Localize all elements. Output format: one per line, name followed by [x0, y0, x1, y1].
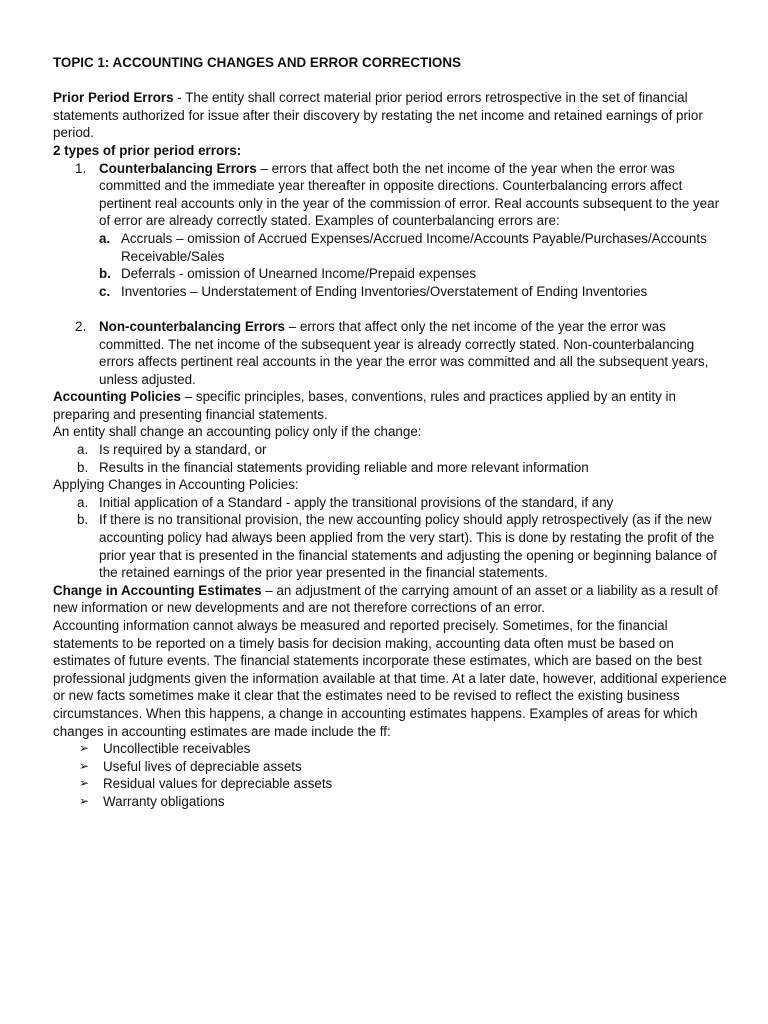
estimate-example-text: Residual values for depreciable assets [103, 776, 333, 792]
counterbalancing-example-item [53, 283, 728, 301]
accruals-example-text: Accruals – omission of Accrued Expenses/Accrued Income/Accounts Payable/Purchases/Accounts Receivable/Sales [121, 230, 707, 264]
counterbalancing-errors-paragraph [99, 160, 728, 230]
change-in-estimates-term: Change in Accounting Estimates [53, 582, 262, 598]
list-letter: b. [99, 266, 111, 282]
spacer [53, 300, 728, 318]
applying-item-text: If there is no transitional provision, the new accounting policy should apply retrospectively (as if the new accounting policy had always been applied from the very start). This is done by restating the profit of the prior year that is presented in the financial statements and adjusting the opening or beginning balance of the retained earnings of the prior year presented in the financial statements. [99, 512, 717, 581]
document-title: TOPIC 1: ACCOUNTING CHANGES AND ERROR CORRECTIONS [53, 55, 461, 70]
estimate-example-item [53, 775, 728, 793]
arrow-bullet-icon: ➢ [79, 741, 90, 756]
list-letter: a. [99, 230, 111, 246]
estimate-example-item [53, 793, 728, 811]
inventories-example-text: Inventories – Understatement of Ending Inventories/Overstatement of Ending Inventories [121, 283, 648, 299]
error-type-item [53, 318, 728, 388]
policy-change-intro: An entity shall change an accounting policy only if the change: [53, 424, 422, 440]
list-number: 1. [75, 160, 87, 176]
counterbalancing-errors-term: Counterbalancing Errors [99, 160, 257, 176]
arrow-bullet-icon: ➢ [79, 776, 90, 791]
list-letter: a. [77, 494, 89, 510]
policy-change-condition [53, 441, 728, 459]
accounting-policies-text: – specific principles, bases, conventions, rules and practices applied by an entity in preparing and presenting financial statements. [53, 389, 676, 422]
types-heading [53, 142, 728, 160]
list-letter: c. [99, 283, 111, 299]
accounting-policies-paragraph [53, 388, 728, 423]
estimate-example-text: Uncollectible receivables [103, 741, 251, 757]
types-heading-text: 2 types of prior period errors: [53, 142, 242, 158]
deferrals-example-text: Deferrals - omission of Unearned Income/Prepaid expenses [121, 266, 477, 282]
list-letter: b. [77, 459, 89, 475]
non-counterbalancing-errors-term: Non-counterbalancing Errors [99, 318, 286, 334]
estimate-example-text: Useful lives of depreciable assets [103, 758, 302, 774]
prior-period-errors-term: Prior Period Errors [53, 90, 174, 106]
prior-period-errors-paragraph [53, 89, 728, 142]
counterbalancing-example-item [53, 265, 728, 283]
counterbalancing-example-item [53, 230, 728, 265]
estimates-body-paragraph: Accounting information cannot always be measured and reported precisely. Sometimes, for the financial statements to be reported on a timely basis for decision making, accounting data often must be based on estimates of future events. The financial statements incorporate these estimates, which are based on the best professional judgments given the information available at that time. At a later date, however, additional experience or new facts sometimes make it clear that the estimates need to be revised to reflect the existing business circumstances. When this happens, a change in accounting estimates happens. Examples of areas for which changes in accounting estimates are made include the ff: [53, 618, 727, 739]
applying-changes-item [53, 494, 728, 512]
estimate-example-item [53, 758, 728, 776]
list-letter: a. [77, 442, 89, 458]
condition-text: Results in the financial statements providing reliable and more relevant information [99, 459, 589, 475]
applying-changes-heading: Applying Changes in Accounting Policies: [53, 477, 299, 493]
applying-changes-item [53, 511, 728, 581]
policy-change-condition [53, 459, 728, 477]
condition-text: Is required by a standard, or [99, 442, 267, 458]
counterbalancing-errors-text: – errors that affect both the net income of the year when the error was committed and the immediate year thereafter in opposite directions. Counterbalancing errors affect pertinent real accounts only in the year of the commission of error. Real accounts subsequent to the year of error are already correctly stated. Examples of counterbalancing errors are: [99, 160, 720, 229]
error-type-item [53, 160, 728, 230]
estimate-example-item [53, 740, 728, 758]
list-number: 2. [75, 318, 87, 334]
non-counterbalancing-errors-paragraph [99, 318, 728, 388]
arrow-bullet-icon: ➢ [79, 758, 90, 773]
prior-period-errors-text: - The entity shall correct material prior period errors retrospective in the set of financial statements authorized for issue after their discovery by restating the net income and retained earnings of prior period. [53, 90, 703, 141]
change-in-estimates-paragraph [53, 582, 728, 617]
estimate-example-text: Warranty obligations [103, 793, 225, 809]
change-in-estimates-text: – an adjustment of the carrying amount of an asset or a liability as a result of new information or new developments and are not therefore corrections of an error. [53, 582, 718, 616]
applying-item-text: Initial application of a Standard - apply the transitional provisions of the standard, if any [99, 494, 614, 510]
non-counterbalancing-errors-text: – errors that affect only the net income of the year the error was committed. The net income of the subsequent year is already correctly stated. Non-counterbalancing errors affects pertinent real accounts in the year the error was committed and all the subsequent years, unless adjusted. [99, 318, 709, 387]
list-letter: b. [77, 512, 89, 528]
accounting-policies-term: Accounting Policies [53, 389, 181, 405]
arrow-bullet-icon: ➢ [79, 793, 90, 808]
